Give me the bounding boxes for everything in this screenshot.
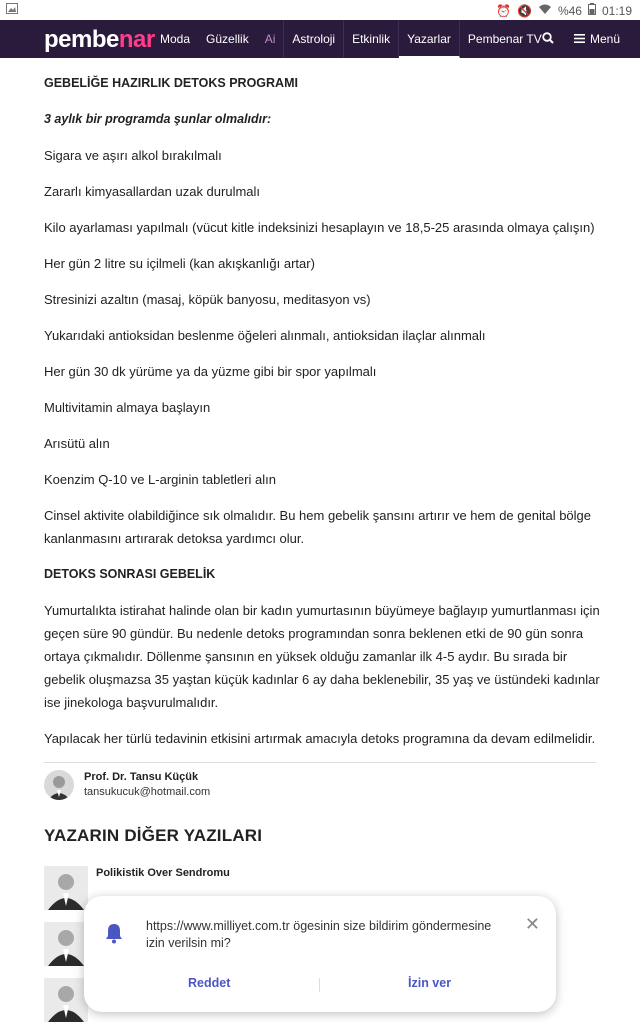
section-heading: GEBELİĞE HAZIRLIK DETOKS PROGRAMI xyxy=(44,76,298,90)
main-nav xyxy=(152,20,550,58)
section-heading: DETOKS SONRASI GEBELİK xyxy=(44,567,216,581)
hamburger-icon xyxy=(574,32,585,46)
button-divider xyxy=(319,978,320,992)
program-item: Her gün 30 dk yürüme ya da yüzme gibi bir spor yapılmalı xyxy=(44,364,377,379)
post-thumbnail[interactable] xyxy=(44,866,88,910)
section-subheading: 3 aylık bir programda şunlar olmalıdır: xyxy=(44,112,272,126)
program-item: Sigara ve aşırı alkol bırakılmalı xyxy=(44,148,222,163)
program-item: Kilo ayarlaması yapılmalı (vücut kitle indeksinizi hesaplayın ve 18,5-25 arasında olmaya çalışın) xyxy=(44,220,595,235)
alarm-icon: ⏰ xyxy=(496,3,511,18)
post-thumbnail[interactable] xyxy=(44,922,88,966)
article-paragraph: Yumurtalıkta istirahat halinde olan bir kadın yumurtasının büyümeye bağlayıp yumurtlanması için geçen süre 90 gündür. Bu nedenle detoks programından sonra beklenen etki de 90 gün sonra ortaya çıkmalıdır. Döllenme şansının en yüksek olduğu zamanlar ilk 4-5 aydır. Bu sırada bir gebelik oluşmazsa 35 yaştan küçük kadınlar 6 ay daha beklenebilir, 35 yaş ve üstündeki kadınlar ise jinekologa başvurulmalıdır. xyxy=(44,603,600,710)
nav-item-guzellik[interactable]: Güzellik xyxy=(206,32,249,46)
nav-item-etkinlik[interactable]: Etkinlik xyxy=(344,20,399,58)
allow-button[interactable]: İzin ver xyxy=(408,976,452,990)
mute-icon: 🔇 xyxy=(516,3,532,18)
program-item: Cinsel aktivite olabildiğince sık olmalıdır. Bu hem gebelik şansını artırır ve hem de genital bölge kanlanmasını artırarak detoksa yardımcı olur. xyxy=(44,508,592,546)
battery-icon xyxy=(588,3,596,18)
deny-button[interactable]: Reddet xyxy=(188,976,231,990)
divider xyxy=(44,762,596,763)
author-email[interactable]: tansukucuk@hotmail.com xyxy=(84,786,211,798)
dialog-message: https://www.milliyet.com.tr ögesinin size bildirim göndermesine izin verilsin mi? xyxy=(146,919,492,950)
article-paragraph: Yapılacak her türlü tedavinin etkisini artırmak amacıyla detoks programına da devam edilmelidir. xyxy=(44,731,596,746)
notification-permission-dialog xyxy=(84,896,556,1012)
nav-item-astroloji[interactable]: Astroloji xyxy=(284,20,344,58)
nav-item-yazarlar[interactable]: Yazarlar xyxy=(399,20,460,58)
site-logo[interactable]: pembenar xyxy=(44,26,155,53)
nav-item-ai[interactable]: Ai xyxy=(257,20,285,58)
menu-button[interactable] xyxy=(574,32,620,46)
program-item: Multivitamin almaya başlayın xyxy=(44,400,211,415)
program-item: Arısütü alın xyxy=(44,436,110,451)
bell-icon xyxy=(104,922,124,949)
program-item: Stresinizi azaltın (masaj, köpük banyosu, meditasyon vs) xyxy=(44,292,371,307)
battery-text: %46 xyxy=(557,3,582,18)
other-posts-title: YAZARIN DİĞER YAZILARI xyxy=(44,826,263,845)
search-icon[interactable] xyxy=(542,32,554,47)
author-name[interactable]: Prof. Dr. Tansu Küçük xyxy=(84,771,199,783)
site-header xyxy=(0,20,640,58)
nav-item-pembenar-tv[interactable]: Pembenar TV xyxy=(467,32,542,46)
wifi-icon xyxy=(538,4,552,18)
program-item: Her gün 2 litre su içilmeli (kan akışkanlığı artar) xyxy=(44,256,315,271)
nav-item-moda[interactable]: Moda xyxy=(160,32,191,46)
post-thumbnail[interactable] xyxy=(44,978,88,1022)
program-item: Zararlı kimyasallardan uzak durulmalı xyxy=(44,184,261,199)
menu-label: Menü xyxy=(589,32,620,46)
close-icon[interactable]: ✕ xyxy=(524,914,540,934)
article-body xyxy=(44,72,604,763)
program-item: Koenzim Q-10 ve L-arginin tabletleri alın xyxy=(44,472,276,487)
program-item: Yukarıdaki antioksidan beslenme öğeleri alınmalı, antioksidan ilaçlar alınmalı xyxy=(44,328,486,343)
status-bar xyxy=(0,0,640,20)
image-notification-icon xyxy=(6,3,18,17)
clock: 01:19 xyxy=(601,3,632,18)
author-avatar[interactable] xyxy=(44,770,74,800)
other-post-title[interactable]: Polikistik Over Sendromu xyxy=(96,867,230,879)
